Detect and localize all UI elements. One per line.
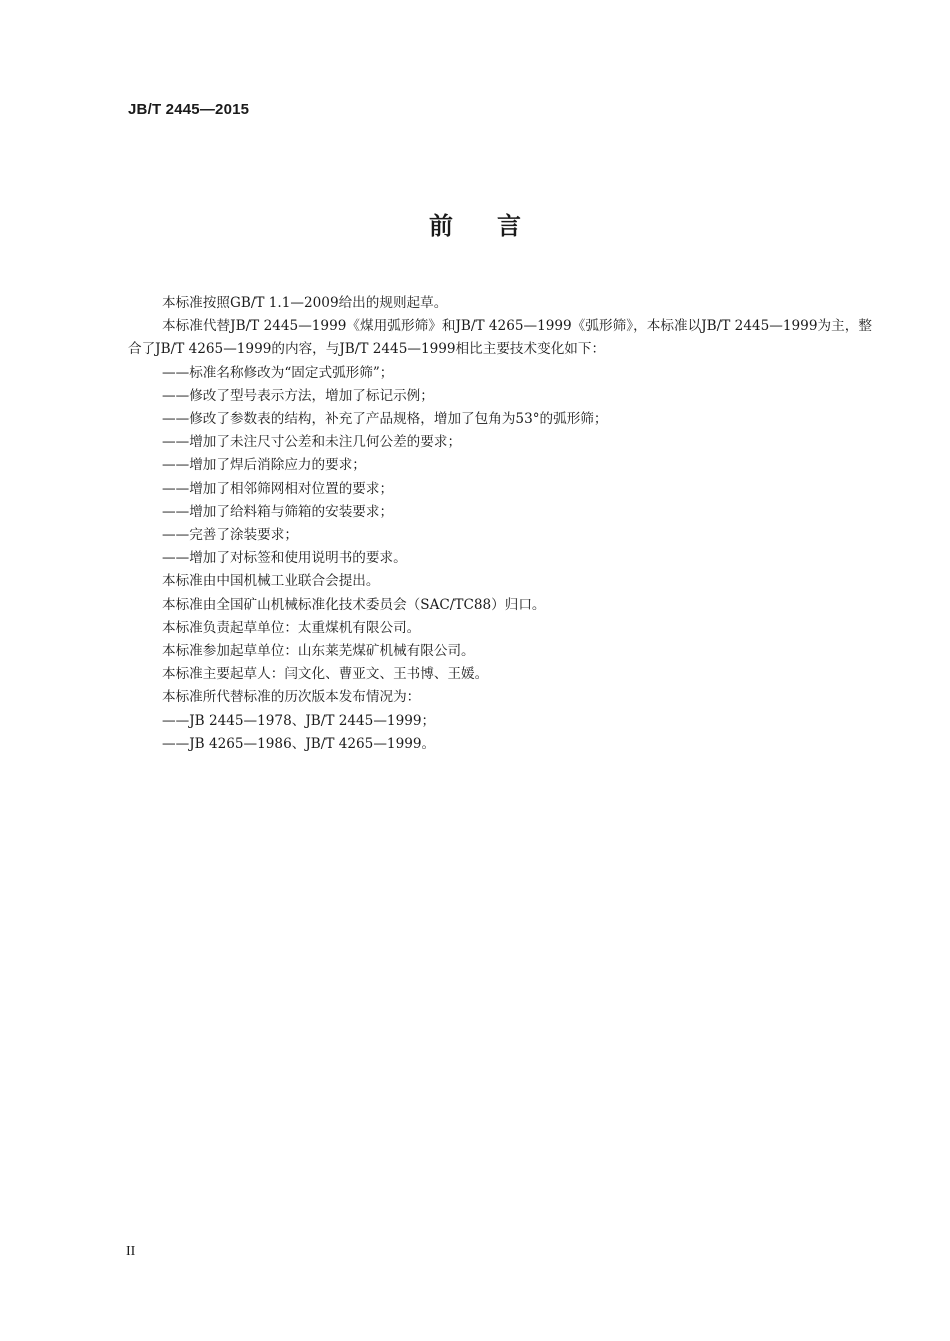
paragraph-version-history: 本标准所代替标准的历次版本发布情况为： bbox=[162, 689, 421, 706]
paragraph-participating-drafter: 本标准参加起草单位：山东莱芜煤矿机械有限公司。 bbox=[162, 643, 475, 660]
list-item-change: ——修改了参数表的结构，补充了产品规格，增加了包角为53°的弧形筛； bbox=[162, 411, 608, 428]
list-item-change: ——增加了对标签和使用说明书的要求。 bbox=[162, 550, 407, 567]
foreword-body bbox=[128, 292, 872, 756]
list-item-change: ——修改了型号表示方法，增加了标记示例； bbox=[162, 387, 434, 404]
standard-number-header: JB/T 2445—2015 bbox=[128, 101, 250, 118]
paragraph-proposer: 本标准由中国机械工业联合会提出。 bbox=[162, 573, 380, 590]
paragraph-replacement-statement: 本标准代替JB/T 2445—1999《煤用弧形筛》和JB/T 4265—1999《弧形筛》，本标准以JB/T 2445—1999为主，整合了JB/T 4265—1999的内容，与JB/T 2445—1999相比主要技术变化如下： bbox=[128, 318, 872, 358]
list-item-change: ——完善了涂装要求； bbox=[162, 527, 298, 544]
page-number: II bbox=[126, 1244, 136, 1259]
page-title: 前言 bbox=[429, 212, 565, 240]
list-item-change: ——增加了未注尺寸公差和未注几何公差的要求； bbox=[162, 434, 462, 451]
paragraph-main-drafters: 本标准主要起草人：闫文化、曹亚文、王书博、王媛。 bbox=[162, 666, 489, 683]
list-item-change: ——增加了相邻筛网相对位置的要求； bbox=[162, 480, 394, 497]
paragraph-committee: 本标准由全国矿山机械标准化技术委员会（SAC/TC88）归口。 bbox=[162, 596, 546, 613]
list-item-change: ——增加了焊后消除应力的要求； bbox=[162, 457, 366, 474]
paragraph-drafting-rules: 本标准按照GB/T 1.1—2009给出的规则起草。 bbox=[162, 295, 448, 311]
list-item-change: ——标准名称修改为“固定式弧形筛”； bbox=[162, 364, 394, 381]
list-item-version: ——JB 2445—1978、JB/T 2445—1999； bbox=[162, 712, 436, 729]
list-item-change: ——增加了给料箱与筛箱的安装要求； bbox=[162, 503, 394, 520]
paragraph-lead-drafter: 本标准负责起草单位：太重煤机有限公司。 bbox=[162, 619, 421, 636]
list-item-version: ——JB 4265—1986、JB/T 4265—1999。 bbox=[162, 735, 436, 752]
